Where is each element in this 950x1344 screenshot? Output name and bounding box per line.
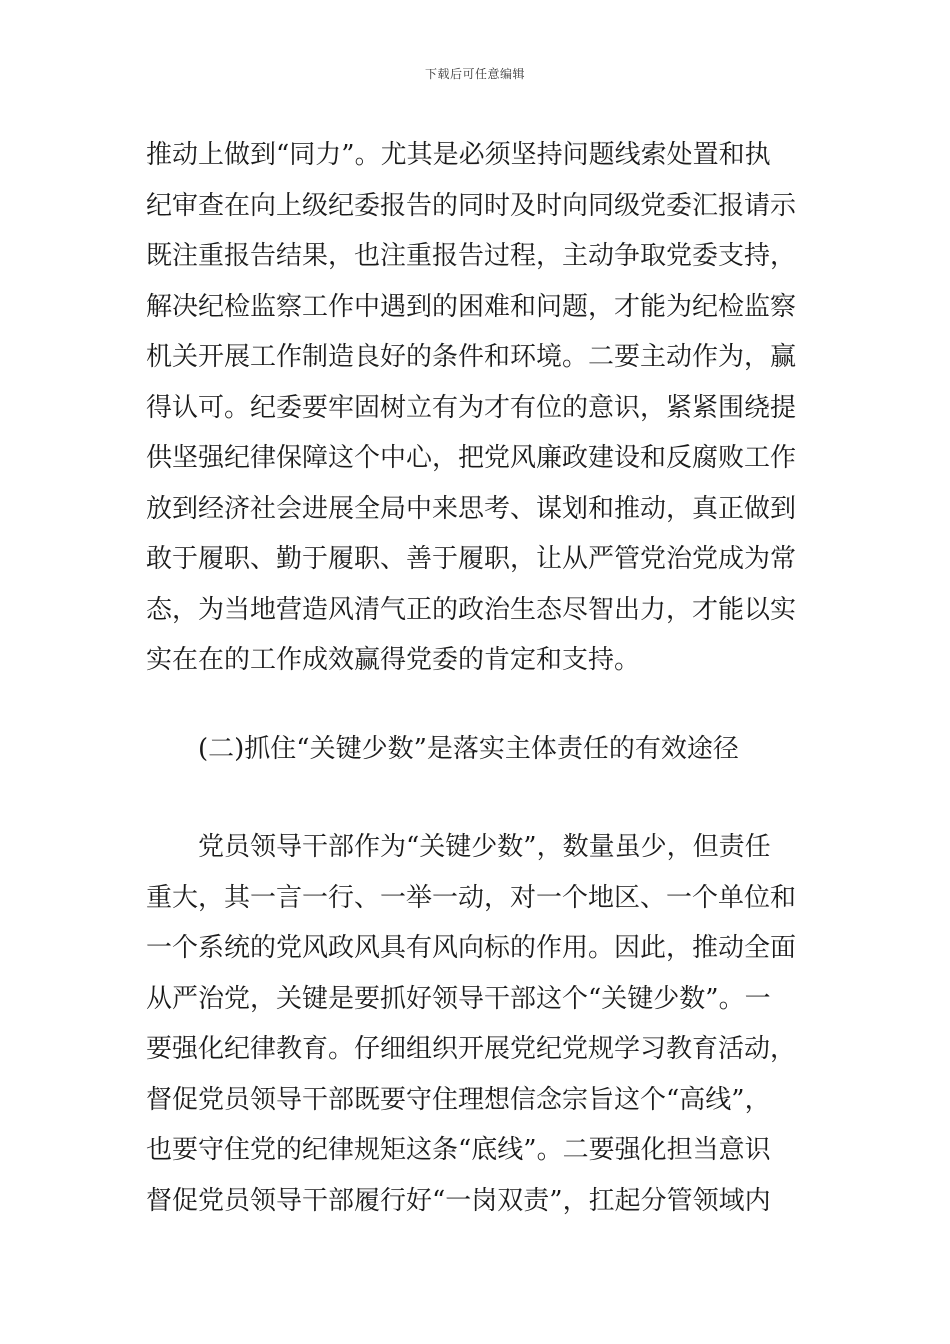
- paragraph-line: 敢于履职、勤于履职、善于履职，让从严管党治党成为常: [146, 544, 797, 574]
- section-heading: (二)抓住“关键少数”是落实主体责任的有效途径: [198, 734, 739, 764]
- paragraph-line: 推动上做到“同力”。尤其是必须坚持问题线索处置和执: [146, 140, 771, 170]
- paragraph-line: 供坚强纪律保障这个中心，把党风廉政建设和反腐败工作: [146, 443, 797, 473]
- paragraph-line: 督促党员领导干部既要守住理想信念宗旨这个“高线”，: [146, 1084, 771, 1115]
- paragraph-line: 也要守住党的纪律规矩这条“底线”。二要强化担当意识: [146, 1135, 771, 1165]
- page-header-note: 下载后可任意编辑: [424, 67, 525, 81]
- paragraph-line: 得认可。纪委要牢固树立有为才有位的意识，紧紧围绕提: [146, 392, 797, 423]
- paragraph-line: 重大，其一言一行、一举一动，对一个地区、一个单位和: [146, 882, 797, 913]
- paragraph-line: 要强化纪律教育。仔细组织开展党纪党规学习教育活动，: [146, 1034, 797, 1064]
- paragraph-2: [146, 822, 806, 1226]
- paragraph-line: 既注重报告结果，也注重报告过程，主动争取党委支持，: [146, 241, 797, 271]
- paragraph-line: 解决纪检监察工作中遇到的困难和问题，才能为纪检监察: [146, 291, 797, 322]
- paragraph-line: 一个系统的党风政风具有风向标的作用。因此，推动全面: [146, 933, 797, 963]
- paragraph-line: 党员领导干部作为“关键少数”，数量虽少，但责任: [198, 832, 771, 862]
- paragraph-line: 纪审查在向上级纪委报告的同时及时向同级党委汇报请示: [146, 190, 797, 221]
- paragraph-line: 态，为当地营造风清气正的政治生态尽智出力，才能以实: [146, 594, 797, 625]
- paragraph-line: 督促党员领导干部履行好“一岗双责”，扛起分管领域内: [146, 1185, 771, 1216]
- paragraph-line: 放到经济社会进展全局中来思考、谋划和推动，真正做到: [146, 493, 797, 524]
- paragraph-line: 从严治党，关键是要抓好领导干部这个“关键少数”。一: [146, 983, 771, 1014]
- paragraph-1: [146, 130, 806, 686]
- paragraph-line: 实在在的工作成效赢得党委的肯定和支持。: [146, 645, 641, 675]
- paragraph-line: 机关开展工作制造良好的条件和环境。二要主动作为，赢: [146, 342, 797, 372]
